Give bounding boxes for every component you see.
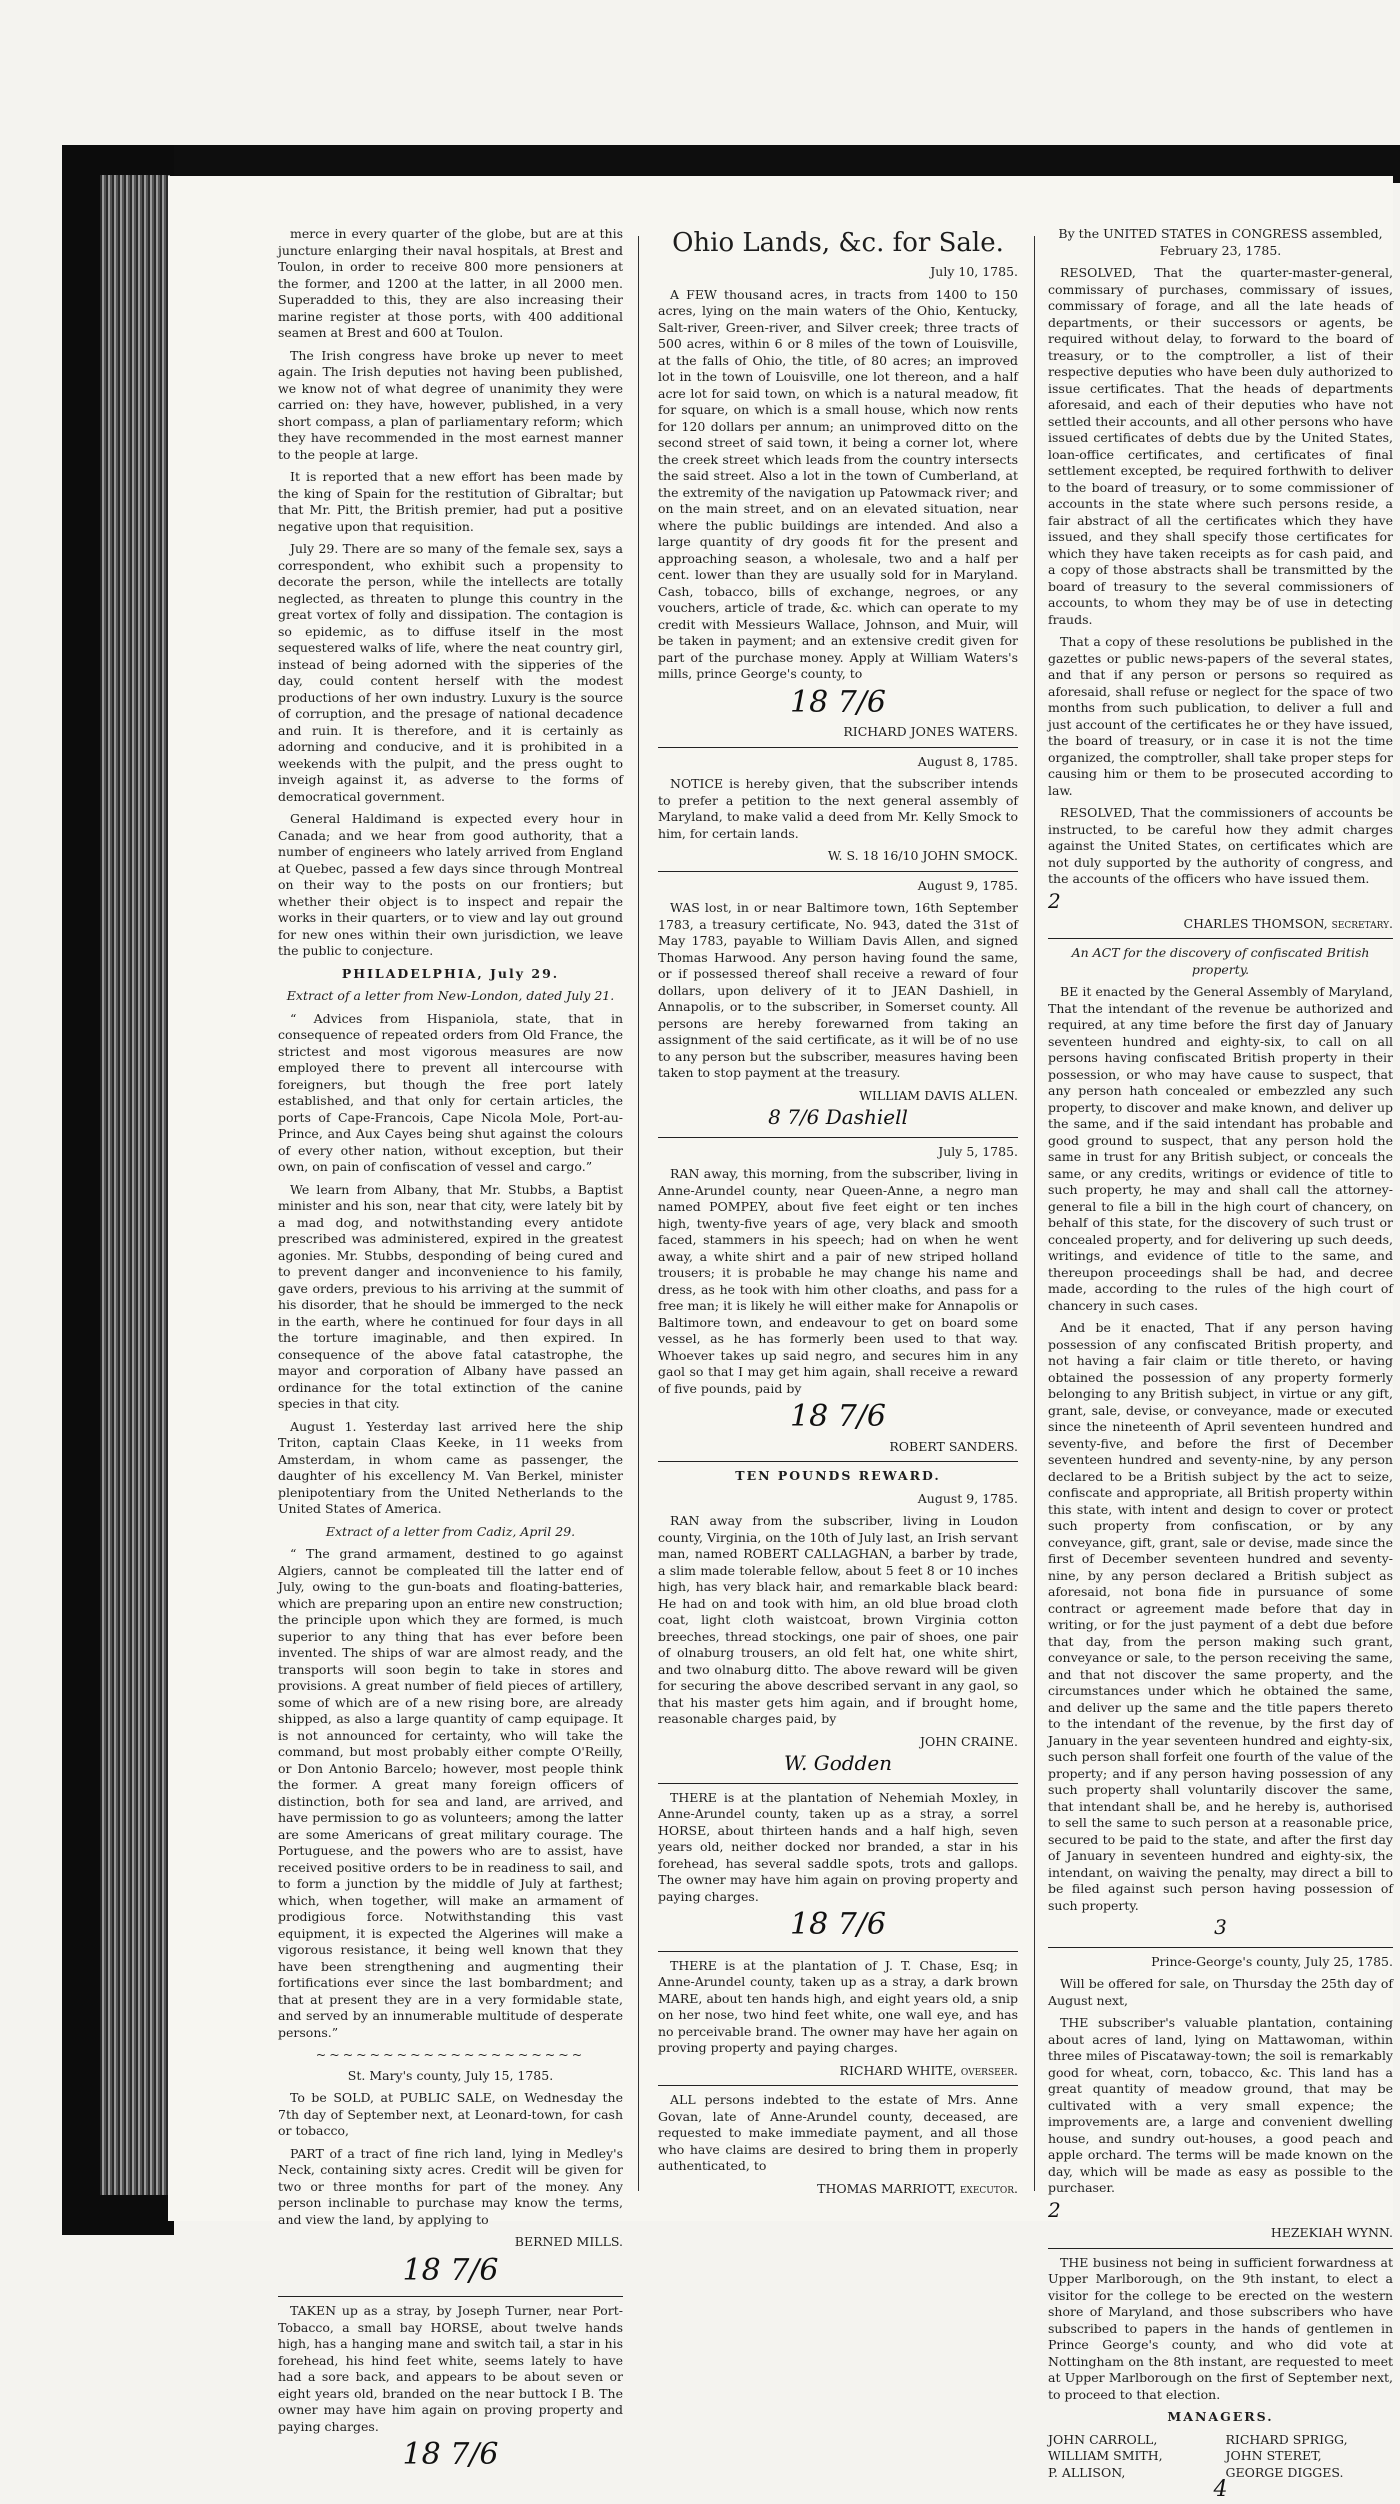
article-text: It is reported that a new effort has been made by the king of Spain for the restitution of Gibraltar; but that Mr. Pitt, the British premier, had put a positive negative upon that requisition.	[278, 469, 623, 534]
handwritten-annotation: 18 7/6	[790, 1907, 886, 1943]
handwritten-annotation: 18 7/6	[402, 2437, 499, 2473]
congress-heading: By the UNITED STATES in CONGRESS assembled, February 23, 1785.	[1058, 226, 1383, 258]
divider	[658, 1951, 1018, 1952]
resolution-text: RESOLVED, That the quarter-master-general, commissary of purchases, commissary of issues, commissary of forage, and all the late heads of departments, or their successors or agents, be required without delay, to forward to the board of treasury, or to the comptroller, a list of their respective deputies who have been duly authorized to issue certificates. That the heads of departments aforesaid, and each of their deputies who have not settled their accounts, and all other persons who have issued certificates of debts due by the United States, loan-office certificates, and certificates of final settlement excepted, be required forthwith to deliver to the board of treasury, or to some commissioner of accounts in the state where such persons reside, a fair abstract of all the certificates which they have issued, and they shall specify those certificates for which they have taken receipts as for cash paid, and a copy of those abstracts shall be transmitted by the board of treasury to the several commissioners of accounts, to whom they may be of use in detecting frauds.	[1048, 265, 1393, 627]
reward-heading: TEN POUNDS REWARD.	[735, 1468, 941, 1484]
resolution-text: That a copy of these resolutions be published in the gazettes or public news-papers of the several states, and that if any person or persons so required as aforesaid, shall refuse or neglect for the space of two months from such publication, to deliver a full and just account of the certificates he or they have issued, the board of treasury, or in case it is not the time organized, the comptroller, shall take proper steps for causing him or them to be prosecuted according to law.	[1048, 634, 1393, 798]
managers-heading: MANAGERS.	[1167, 2409, 1274, 2425]
handwritten-annotation: 18 7/6	[790, 1399, 886, 1435]
divider	[658, 1137, 1018, 1138]
ad-signature: RICHARD JONES WATERS.	[843, 724, 1018, 740]
divider	[1048, 2248, 1393, 2249]
newspaper-page	[168, 176, 1393, 2503]
handwritten-annotation: 2	[1048, 888, 1061, 913]
dateline-philadelphia: PHILADELPHIA, July 29.	[341, 965, 560, 981]
ad-text: To be SOLD, at PUBLIC SALE, on Wednesday the 7th day of September next, at Leonard-town, for cash or tobacco,	[278, 2090, 623, 2138]
ad-date: July 10, 1785.	[930, 264, 1018, 280]
ad-date: August 8, 1785.	[917, 753, 1018, 769]
divider	[1048, 938, 1393, 939]
ornamental-divider: ~~~~~~~~~~~~~~~~~~~~	[315, 2047, 586, 2062]
ad-text: RAN away from the subscriber, living in Loudon county, Virginia, on the 10th of July last, an Irish servant man, named ROBERT CALLAGHAN, a barber by trade, a slim made tolerable fellow, about 5 feet 8 or 10 inches high, has very black hair, and remarkable black beard: He had on and took with him, an old blue broad cloth coat, light cloth waistcoat, brown Virginia cotton breeches, thread stockings, one pair of shoes, one pair of olnaburg trousers, an old felt hat, one white shirt, and two olnaburg ditto. The above reward will be given for securing the above described servant in any gaol, so that his master gets him again, and if brought home, reasonable charges paid, by	[658, 1513, 1018, 1727]
article-text: merce in every quarter of the globe, but are at this juncture enlarging their naval hospitals, at Brest and Toulon, in order to receive 800 more pensioners at the former, and 1200 at the latter, in all 2000 men. Superadded to this, they are also increasing their marine register at those ports, with 400 additional seamen at Brest and 600 at Toulon.	[278, 226, 623, 340]
divider	[658, 1461, 1018, 1462]
ad-signature: JOHN CRAINE.	[919, 1733, 1018, 1749]
divider	[658, 2085, 1018, 2086]
ad-signature: THOMAS MARRIOTT, executor.	[817, 2180, 1018, 2196]
article-text: August 1. Yesterday last arrived here the ship Triton, captain Claas Keeke, in 11 weeks from Amsterdam, in whom came as passenger, the daughter of his excellency M. Van Berkel, minister plenipotentiary from the United Netherlands to the United States of America.	[278, 1418, 623, 1516]
ad-signature: WILLIAM DAVIS ALLEN.	[859, 1087, 1018, 1103]
manager-name: GEORGE DIGGES.	[1225, 2464, 1344, 2480]
ad-place-date: Prince-George's county, July 25, 1785.	[1151, 1953, 1393, 1969]
article-text: July 29. There are so many of the female sex, says a correspondent, who exhibit such a propensity to decorate the person, while the intellects are totally neglected, as threaten to plunge this country in the great vortex of folly and dissipation. The contagion is so epidemic, as to diffuse itself in the most sequestered walks of life, where the neat country girl, instead of being adorned with the sipperies of the day, could content herself with the modest productions of her own industry. Luxury is the source of corruption, and the presage of national decadence and ruin. It is therefore, and it is certainly as adorning and conducive, and it is prohibited in a weekends with the pulpit, and the press ought to inveigh against it, as adverse to the forms of democratical government.	[278, 541, 623, 804]
ad-text: THE business not being in sufficient forwardness at Upper Marlborough, on the 9th instant, to elect a visitor for the college to be erected on the western shore of Maryland, and those subscribers who have subscribed to papers in the hands of gentlemen in Prince George's county, and who did vote at Nottingham on the 8th instant, are requested to meet at Upper Marlborough on the first of September next, to proceed to that election.	[1048, 2254, 1393, 2402]
ad-text: PART of a tract of fine rich land, lying in Medley's Neck, containing sixty acres. Credit will be given for two or three months for part of the money. Any person inclinable to purchase may know the terms, and view the land, by applying to	[278, 2145, 623, 2227]
ad-signature: W. S. 18 16/10 JOHN SMOCK.	[827, 848, 1018, 864]
handwritten-annotation: 2	[1048, 2197, 1061, 2222]
managers-list	[1048, 2432, 1393, 2482]
ad-signature: HEZEKIAH WYNN.	[1270, 2225, 1393, 2241]
act-text: BE it enacted by the General Assembly of Maryland, That the intendant of the revenue be authorized and required, at any time before the first day of January seventeen hundred and eighty-six, to call on all persons having confiscated British property in their possession, or who may have cause to suspect, that any person hath concealed or embezzled any such property, to discover and make known, and deliver up the same, and if the said intendant has probable and good ground to suspect, that any person hold the same in trust for any British subject, or conceals the same, or any credits, writings or evidence of title to such property, he may and shall call the attorney-general to file a bill in the high court of chancery, on behalf of this state, for the discovery of such trust or concealed property, and for delivering up such deeds, writings, and evidence of title to the same, and thereupon proceedings shall be had, and decree made, according to the rules of the high court of chancery in such cases.	[1048, 984, 1393, 1313]
ad-text: THE subscriber's valuable plantation, containing about acres of land, lying on Mattawoman, within three miles of Piscataway-town; the soil is remarkably good for wheat, corn, tobacco, &c. This land has a great quantity of meadow ground, that may be cultivated with a very small expence; the improvements are, a large and convenient dwelling house, and sundry out-houses, a good peach and apple orchard. The terms will be made known on the day, which will be made as easy as possible to the purchaser.	[1048, 2015, 1393, 2196]
column-rule	[1034, 236, 1035, 2191]
manager-name: JOHN STERET,	[1225, 2448, 1322, 2464]
act-heading: An ACT for the discovery of confiscated British property.	[1071, 945, 1370, 977]
manager-name: P. ALLISON,	[1048, 2464, 1126, 2480]
ad-date: August 9, 1785.	[917, 1490, 1018, 1506]
extract-heading: Extract of a letter from Cadiz, April 29.	[325, 1523, 576, 1539]
ad-text: NOTICE is hereby given, that the subscriber intends to prefer a petition to the next general assembly of Maryland, to make valid a deed from Mr. Kelly Smock to him, for certain lands.	[658, 776, 1018, 841]
column-rule	[638, 236, 639, 2191]
act-text: And be it enacted, That if any person having possession of any confiscated British property, and not having a fair claim or title thereto, or having obtained the possession of any property formerly belonging to any British subject, in virtue or any gift, grant, sale, devise, or conveyance, made or executed since the nineteenth of April seventeen hundred and seventy-five, and before the first of December seventeen hundred and seventy-nine, by any person declared to be a British subject by the act to seize, confiscate and appropriate, all British property within this state, with intent and design to cover or protect such property from confiscation, or by any conveyance, gift, grant, sale or devise, made since the first of December seventeen hundred and seventy-nine, by any person declared a British subject as aforesaid, not bona fide in pursuance of some contract or agreement made before that day in writing, or for the just payment of a debt due before that day, from the person making such grant, conveyance or sale, to the person receiving the same, and that not discover the same property, and the circumstances under which he obtained the same, and deliver up the same and the title papers thereto to the intendant of the revenue, by the first day of January in the year seventeen hundred and eighty-six, such person shall forfeit one fourth of the value of the property; and if any person having possession of any such property shall voluntarily discover the same, that intendant shall be, and he hereby is, authorised to sell the same to such person at a reasonable price, secured to be paid to the state, and after the first day of January in seventeen hundred and eighty-six, the intendant, on waiving the penalty, may direct a bill to be filed against such person having possession of such property.	[1048, 1320, 1393, 1913]
article-text: We learn from Albany, that Mr. Stubbs, a Baptist minister and his son, near that city, were lately bit by a mad dog, and notwithstanding every antidote prescribed was administered, expired in the greatest agonies. Mr. Stubbs, desponding of being cured and to prevent danger and inconvenience to his family, gave orders, previous to his arriving at the summit of his disorder, that he should be immerged to the neck in the earth, where he continued for four days in all the torture imaginable, and then expired. In consequence of the above fatal catastrophe, the mayor and corporation of Albany have passed an ordinance for the total extinction of the canine species in that city.	[278, 1181, 623, 1411]
extract-heading: Extract of a letter from New-London, dated July 21.	[286, 988, 615, 1003]
ad-signature: ROBERT SANDERS.	[889, 1438, 1018, 1454]
article-text: General Haldimand is expected every hour in Canada; and we hear from good authority, that a number of engineers who lately arrived from England at Quebec, passed a few days since through Montreal on their way to the posts on our frontiers; but whether their object is to inspect and repair the works in their quarters, or to view and lay out ground for new ones within their own jurisdiction, we leave the public to conjecture.	[278, 811, 623, 958]
ad-date: August 9, 1785.	[917, 877, 1018, 893]
manager-name: RICHARD SPRIGG,	[1225, 2431, 1348, 2447]
handwritten-annotation: 3	[1214, 1915, 1227, 1940]
resolution-text: RESOLVED, That the commissioners of accounts be instructed, to be careful how they admit charges against the United States, on certificates which are not duly supported by the authority of congress, and the accounts of the officers who have issued them.	[1048, 805, 1393, 886]
ad-text: THERE is at the plantation of J. T. Chase, Esq; in Anne-Arundel county, taken up as a stray, a dark brown MARE, about ten hands high, and eight years old, a snip on her nose, two hind feet white, one wall eye, and has no perceivable brand. The owner may have her again on proving property and paying charges.	[658, 1957, 1018, 2056]
divider	[658, 747, 1018, 748]
secretary-signature: CHARLES THOMSON, secretary.	[1183, 915, 1393, 931]
ad-text: RAN away, this morning, from the subscriber, living in Anne-Arundel county, near Queen-Anne, a negro man named POMPEY, about five feet eight or ten inches high, twenty-five years of age, very black and smooth faced, stammers in his speech; had on when he went away, a white shirt and a pair of new striped holland trousers; it is probable he may change his name and dress, as he took with him other cloaths, and pass for a free man; it is likely he will either make for Annapolis or Baltimore town, and endeavour to get on board some vessel, as he has formerly been used to that way. Whoever takes up said negro, and secures him in any gaol so that I may get him again, shall receive a reward of five pounds, paid by	[658, 1166, 1018, 1396]
article-text: “ Advices from Hispaniola, state, that in consequence of repeated orders from Old France, the strictest and most vigorous measures are now employed there to prevent all intercourse with foreigners, but though the free port lately established, and that only for certain articles, the ports of Cape-Francois, Cape Nicola Mole, Port-au-Prince, and Aux Cayes being shut against the colours of every other nation, without exception, but their own, on pain of confiscation of vessel and cargo.”	[278, 1010, 623, 1174]
column-left	[278, 226, 623, 2473]
divider	[278, 2296, 623, 2297]
handwritten-annotation: W. Godden	[783, 1751, 893, 1776]
ad-text: THERE is at the plantation of Nehemiah Moxley, in Anne-Arundel county, taken up as a stray, a sorrel HORSE, about thirteen hands and a half high, seven years old, neither docked nor branded, a star in his forehead, has several saddle spots, trots and gallops. The owner may have him again on proving property and paying charges.	[658, 1789, 1018, 1904]
divider	[658, 871, 1018, 872]
column-right	[1048, 226, 1393, 2503]
ad-text: WAS lost, in or near Baltimore town, 16th September 1783, a treasury certificate, No. 943, dated the 31st of May 1783, payable to William Davis Allen, and signed Thomas Harwood. Any person having found the same, or if possessed thereof shall receive a reward of four dollars, upon delivery of it to JEAN Dashiell, in Annapolis, or to the subscriber, in Somerset county. All persons are hereby forewarned from taking an assignment of the said certificate, as it will be of no use to any person but the subscriber, measures having been taken to stop payment at the treasury.	[658, 900, 1018, 1081]
article-text: The Irish congress have broke up never to meet again. The Irish deputies not having been published, we know not of what degree of unanimity they were carried on: they have, however, published, in a very short compass, a plan of parliamentary reform; which they have recommended in the most earnest manner to the people at large.	[278, 347, 623, 462]
handwritten-annotation: 18 7/6	[402, 2252, 499, 2288]
handwritten-annotation: 4	[1213, 2477, 1228, 2503]
ad-place-date: St. Mary's county, July 15, 1785.	[347, 2067, 554, 2083]
divider	[1048, 1947, 1393, 1948]
article-text: “ The grand armament, destined to go against Algiers, cannot be compleated till the latter end of July, owing to the gun-boats and floating-batteries, which are preparing upon an entire new construction; the principle upon which they are formed, is much superior to any thing that has ever before been invented. The ships of war are almost ready, and the transports will soon begin to take in stores and provisions. A great number of field pieces of artillery, some of which are of a new rising bore, are already shipped, as also a large quantity of camp equipage. It is not announced for certainty, who will take the command, but most probably either compte O'Reilly, or Don Antonio Barcelo; however, most people think the former. A great many foreign officers of distinction, both for sea and land, are arrived, and have permission to go as volunteers; among the latter are some Americans of great military courage. The Portuguese, and the powers who are to assist, have received positive orders to be in readiness to sail, and to form a junction by the middle of July at farthest; which, when together, will make an armament of prodigious force. Notwithstanding this vast equipment, it is expected the Algerines will make a vigorous resistance, it being well known that they have been strengthening and augmenting their fortifications ever since the last bombardment; and that at present they are in a very formidable state, and served by an innumerable multitude of desperate persons.”	[278, 1546, 623, 2040]
manager-name: WILLIAM SMITH,	[1048, 2448, 1163, 2464]
handwritten-annotation: 8 7/6 Dashiell	[768, 1105, 908, 1130]
ad-text: A FEW thousand acres, in tracts from 1400 to 150 acres, lying on the main waters of the Ohio, Kentucky, Salt-river, Green-river, and Silver creek; three tracts of 500 acres, within 6 or 8 miles of the town of Louisville, at the falls of Ohio, the title, of 80 acres; an improved lot in the town of Louisville, one lot thereon, and a half acre lot for said town, on which is a natural meadow, fit for square, on which is a small house, which now rents for 120 dollars per annum; an unimproved ditto on the second street of said town, it being a corner lot, where the creek street which leads from the country intersects the said street. Also a lot in the town of Cumberland, at the extremity of the navigation up Patowmack river; and on the main street, and on an elevated situation, near where the public buildings are intended. And also a large quantity of dry goods fit for the present and approaching season, a wholesale, two and a half per cent. lower than they are usually sold for in Maryland. Cash, tobacco, bills of exchange, negroes, or any vouchers, article of trade, &c. which can operate to my credit with Messieurs Wallace, Johnson, and Muir, will be taken in payment; and an extensive credit given for part of the purchase money. Apply at William Waters's mills, prince George's county, to	[658, 286, 1018, 682]
divider	[658, 1783, 1018, 1784]
ad-text: TAKEN up as a stray, by Joseph Turner, near Port-Tobacco, a small bay HORSE, about twelve hands high, has a hanging mane and switch tail, a star in his forehead, his hind feet white, seems lately to have had a sore back, and appears to be about seven or eight years old, branded on the near buttock I B. The owner may have him again on proving property and paying charges.	[278, 2303, 623, 2434]
ad-text: Will be offered for sale, on Thursday the 25th day of August next,	[1048, 1976, 1393, 2008]
manager-name: JOHN CARROLL,	[1048, 2431, 1158, 2447]
ad-title: Ohio Lands, &c. for Sale.	[672, 228, 1004, 258]
ad-signature: BERNED MILLS.	[514, 2234, 623, 2249]
handwritten-annotation: 18 7/6	[790, 684, 886, 720]
column-middle	[658, 226, 1018, 2201]
ad-signature: RICHARD WHITE, overseer.	[839, 2062, 1018, 2078]
ad-date: July 5, 1785.	[938, 1143, 1018, 1159]
ad-text: ALL persons indebted to the estate of Mrs. Anne Govan, late of Anne-Arundel county, deceased, are requested to make immediate payment, and all those who have claims are desired to bring them in properly authenticated, to	[658, 2092, 1018, 2174]
page-edges	[100, 175, 170, 2195]
